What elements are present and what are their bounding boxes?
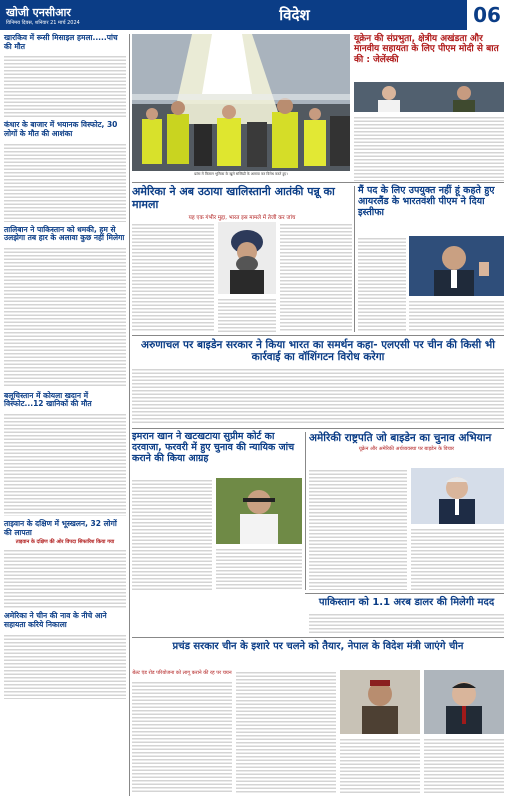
masthead-left (0, 5, 122, 26)
rule-above-imran (132, 428, 504, 429)
imran-body-1 (132, 478, 212, 590)
masthead (0, 0, 507, 30)
story-taliban-body (4, 246, 126, 388)
us-election-subtitle: यूक्रेन और अमेरिकी अर्थव्यवस्था पर बाइडेन के विचार (358, 446, 455, 453)
varadkar-photo (409, 236, 504, 296)
paper-name: खोजी एनसीआर (6, 5, 71, 19)
varadkar-body-2 (409, 299, 504, 332)
rule-above-pak (305, 593, 504, 594)
zelensky-story (354, 34, 504, 65)
pannun-body-1 (132, 222, 214, 332)
rule-above-nepal (132, 637, 504, 638)
nepal-subtitle: बेल्ट एंड रोड परियोजना को लागू कराने की रह पर चयन (132, 670, 232, 676)
us-election-story (309, 432, 504, 452)
column-divider-usa (305, 432, 306, 590)
arunachal-story (132, 339, 504, 363)
us-election-body-2 (411, 527, 504, 590)
xi-portrait (424, 670, 504, 734)
pannun-portrait (218, 222, 276, 294)
pannun-body-2 (218, 297, 276, 332)
nepal-title: प्रचंड सरकार चीन के इशारे पर चलने को तैयार, नेपाल के विदेश मंत्री जाएंगे चीन (172, 641, 464, 652)
rule-above-arunachal (132, 335, 504, 336)
arunachal-body (132, 367, 504, 425)
protest-photo (132, 34, 350, 171)
biden-portrait (411, 468, 504, 524)
arunachal-title: अरुणाचल पर बाइडेन सरकार ने किया भारत का समर्थन कहा- एलएसी पर चीन की किसी भी कार्रवाई का वॉशिंगटन विरोध करेगा (141, 339, 495, 364)
nepal-body-2 (236, 670, 336, 794)
imran-body-2 (216, 547, 302, 590)
protest-illustration (132, 34, 350, 171)
story-kandahar-body (4, 142, 126, 222)
modi-zelensky-photo (354, 82, 504, 112)
issue-date: विनिमय दिवस, शनिवार 21 मार्च 2024 (6, 19, 80, 26)
pannun-body-3 (280, 222, 352, 332)
pak-debt-title: पाकिस्तान को 1.1 अरब डालर की मिलेगी मदद (318, 597, 495, 608)
zelensky-title: यूक्रेन की संप्रभुता, क्षेत्रीय अखंडता और मानवीय सहायता के लिए पीएम मोदी से बात की : जेलेंस्की (354, 34, 499, 65)
left-column (4, 34, 126, 699)
nepal-body-3 (340, 737, 420, 794)
nepal-body-4 (424, 737, 504, 794)
story-kharkiv-body (4, 54, 126, 117)
nepal-story (132, 641, 504, 653)
varadkar-body-1 (358, 236, 406, 332)
story-kharkiv-title: खारकिव में रूसी मिसाइल हमला.....पांच की मौत (4, 33, 118, 51)
imran-story (132, 432, 302, 465)
leaders-photo-illustration (354, 82, 504, 112)
column-divider-varadkar (354, 186, 355, 332)
page-number: 06 (467, 0, 507, 30)
protest-caption: फ्रांस में किसान भूमिका के खुले सब्सिडी के अलावा कर विरोध करते हुए। (194, 172, 288, 176)
xi-photo (424, 670, 504, 734)
section-title: विदेश (279, 6, 310, 24)
imran-portrait (216, 478, 302, 544)
us-election-title: अमेरिकी राष्ट्रपति जो बाइडेन का चुनाव अभियान (309, 432, 492, 444)
pak-debt-story (309, 597, 504, 609)
imran-photo (216, 478, 302, 544)
pannun-photo (218, 222, 276, 294)
story-taliban-title: तालिबान ने पाकिस्तान को धमकी, हम से उलझेगा तब हार के अलावा कुछ नहीं मिलेगा (4, 224, 125, 243)
story-taiwan-subtitle: ताइवान के दक्षिण की ओर विपदा सिफारिश किया गया (15, 539, 115, 546)
story-taiwan-title: ताइवान के दक्षिण में भूस्खलन, 32 लोगों की लापता (4, 519, 117, 537)
biden-photo (411, 468, 504, 524)
us-election-body-1 (309, 468, 407, 590)
prachanda-photo (340, 670, 420, 734)
story-balochistan-body (4, 412, 126, 516)
pannun-subtitle: यह एक गंभीर मुद्दा, भारत इस मामले में तेजी कर जांच (188, 215, 296, 222)
story-us-china-body (4, 633, 126, 699)
pannun-story (132, 186, 352, 221)
imran-title: इमरान खान ने खटखटाया सुप्रीम कोर्ट का दरवाजा, फरवरी में हुए चुनाव की न्यायिक जांच कराने की किया आग्रह (132, 431, 295, 464)
story-balochistan-title: बलूचिस्तान में कोयला खदान में विस्फोट...12 खानिकों की मौत (4, 390, 92, 409)
varadkar-title: मैं पद के लिए उपयुक्त नहीं हूं कहते हुए आयरलैंड के भारतवंशी पीएम ने दिया इस्तीफा (358, 185, 495, 218)
varadkar-portrait (409, 236, 504, 296)
story-us-china-title: अमेरिका ने चीन की नाव के नीचे आने सहायता करिये निकाला (4, 611, 107, 629)
story-kandahar-title: कंधार के बाजार में भयानक विस्फोट, 30 लोगों के मौत की आशंका (4, 120, 118, 138)
varadkar-story (358, 186, 504, 219)
pannun-title: अमेरिका ने अब उठाया खालिस्तानी आतंकी पन्नू का मामला (132, 185, 335, 211)
rule-under-top (132, 182, 504, 183)
pak-debt-body (309, 612, 504, 634)
story-taiwan-body (4, 548, 126, 608)
zelensky-body (354, 115, 504, 181)
prachanda-portrait (340, 670, 420, 734)
column-divider-left (129, 34, 130, 796)
nepal-body-1 (132, 680, 232, 794)
